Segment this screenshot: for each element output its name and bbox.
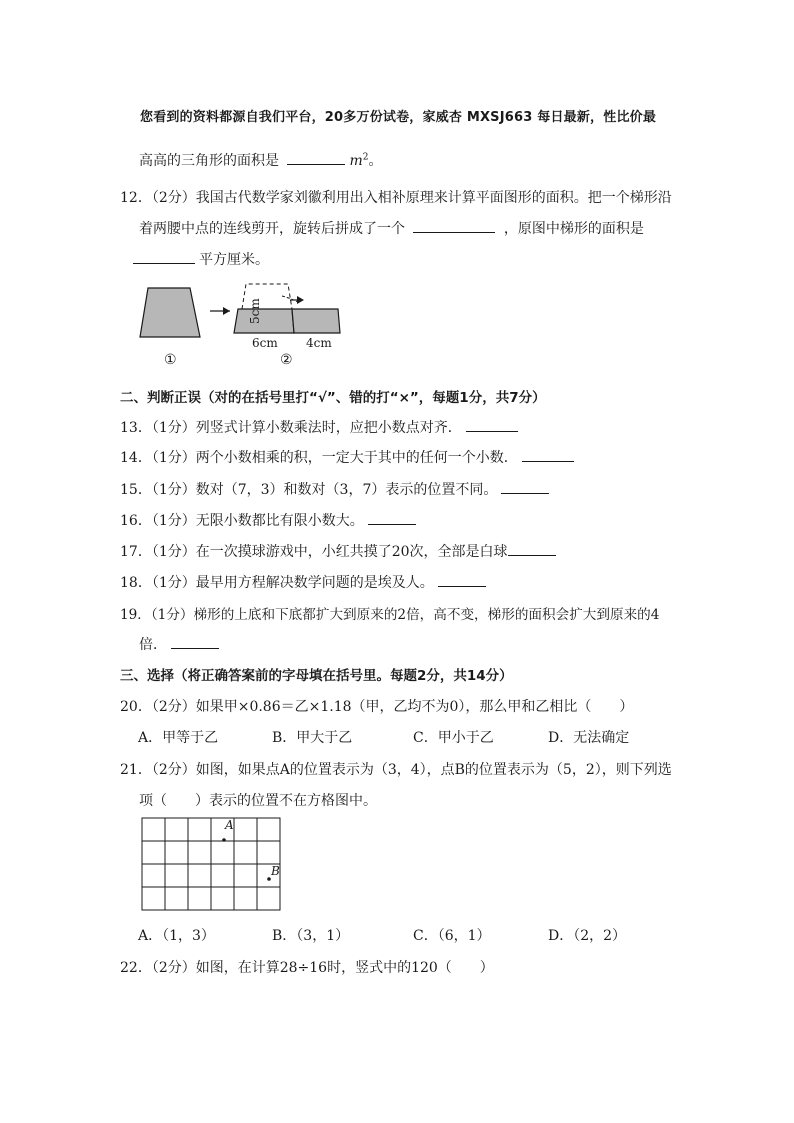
point-a-dot <box>222 838 226 842</box>
q12-line3-post: 平方厘米。 <box>199 252 269 268</box>
q16-text: 16．（1分）无限小数都比有限小数大。 <box>120 513 364 529</box>
q14-text: 14．（1分）两个小数相乘的积，一定大于其中的任何一个小数． <box>120 450 518 466</box>
q20-stem: 20．（2分）如果甲×0.86＝乙×1.18（甲，乙均不为0），那么甲和乙相比（ ） <box>120 699 634 715</box>
section2-title: 二、判断正误（对的在括号里打“√”、错的打“×”，每题1分，共7分） <box>120 390 546 406</box>
q13-text: 13．（1分）列竖式计算小数乘法时，应把小数点对齐． <box>120 420 462 436</box>
q13-answer-blank[interactable] <box>466 419 518 432</box>
parallelogram-right-part <box>292 309 340 333</box>
q19-line2 <box>139 634 223 654</box>
q11-text-post: 。 <box>368 153 383 169</box>
q12-answer-blank-2[interactable] <box>133 251 195 264</box>
q21-option-a[interactable]: A．（1，3） <box>138 928 215 944</box>
q18-text: 18．（1分）最早用方程解决数学问题的是埃及人。 <box>120 575 434 591</box>
q21-option-d[interactable]: D．（2，2） <box>548 928 627 944</box>
q16-answer-blank[interactable] <box>368 512 416 525</box>
q15 <box>120 479 553 499</box>
q15-answer-blank[interactable] <box>501 481 549 494</box>
q11-answer-blank[interactable] <box>287 152 345 165</box>
trapezoid-original <box>140 288 200 337</box>
q19-line1: 19．（1分）梯形的上底和下底都扩大到原来的2倍，高不变，梯形的面积会扩大到原来的4 <box>120 607 660 623</box>
q11-unit-exponent: 2 <box>362 152 369 163</box>
q14 <box>120 447 578 467</box>
header-banner: 您看到的资料都源自我们平台，20多万份试卷，家威杏 MXSJ663 每日最新，性比价最 <box>140 110 657 125</box>
q21-grid-figure <box>140 816 286 916</box>
section3-title: 三、选择（将正确答案前的字母填在括号里。每题2分，共14分） <box>120 668 513 684</box>
left-base-label: 6cm <box>252 336 278 350</box>
q15-text: 15．（1分）数对（7，3）和数对（3，7）表示的位置不同。 <box>120 482 498 498</box>
q20-option-d[interactable]: D．无法确定 <box>548 730 630 746</box>
q20-option-a[interactable]: A．甲等于乙 <box>138 730 219 746</box>
q18-answer-blank[interactable] <box>438 574 486 587</box>
q21-stem-line1: 21．（2分）如图，如果点A的位置表示为（3，4），点B的位置表示为（5，2），则下列选 <box>120 762 672 778</box>
q11-unit: m <box>349 153 363 169</box>
q18 <box>120 572 490 592</box>
q12-line3 <box>133 249 269 269</box>
point-b-label: B <box>271 864 280 878</box>
point-a-label: A <box>225 818 234 832</box>
q21-option-b[interactable]: B．（3，1） <box>272 928 350 944</box>
rotate-arrow-head <box>297 296 304 304</box>
q19-answer-blank[interactable] <box>171 636 219 649</box>
right-base-label: 4cm <box>306 336 332 350</box>
q20-option-c[interactable]: C．甲小于乙 <box>413 730 494 746</box>
q12-answer-blank-1[interactable] <box>413 220 495 233</box>
q21-option-c[interactable]: C．（6，1） <box>413 928 491 944</box>
q17-text: 17．（1分）在一次摸球游戏中，小红共摸了20次，全部是白球 <box>120 544 508 560</box>
grid-lines <box>142 818 280 910</box>
q22-stem: 22．（2分）如图，在计算28÷16时，竖式中的120（ ） <box>120 960 494 976</box>
q11-text <box>139 150 382 170</box>
q16 <box>120 510 420 530</box>
q17 <box>120 541 560 561</box>
figure-label-1: ① <box>164 352 177 368</box>
figure-label-2: ② <box>280 352 293 368</box>
q12-line2-post: ，原图中梯形的面积是 <box>503 221 644 237</box>
q12-line1: 12．（2分）我国古代数学家刘徽利用出入相补原理来计算平面图形的面积。把一个梯形沿 <box>120 190 672 206</box>
q13 <box>120 417 522 437</box>
q17-answer-blank[interactable] <box>508 543 556 556</box>
q14-answer-blank[interactable] <box>522 449 574 462</box>
q21-stem-line2: 项（ ）表示的位置不在方格图中。 <box>139 793 377 809</box>
q12-line2 <box>139 218 644 238</box>
q19-cont-text: 倍． <box>139 637 167 653</box>
q11-text-pre: 高高的三角形的面积是 <box>139 153 279 169</box>
transform-arrow-head <box>223 307 230 315</box>
q20-option-b[interactable]: B．甲大于乙 <box>272 730 353 746</box>
parallelogram-left-part <box>234 309 294 333</box>
q12-line2-pre: 着两腰中点的连线剪开，旋转后拼成了一个 <box>139 221 405 237</box>
height-label: 5cm <box>248 298 262 324</box>
